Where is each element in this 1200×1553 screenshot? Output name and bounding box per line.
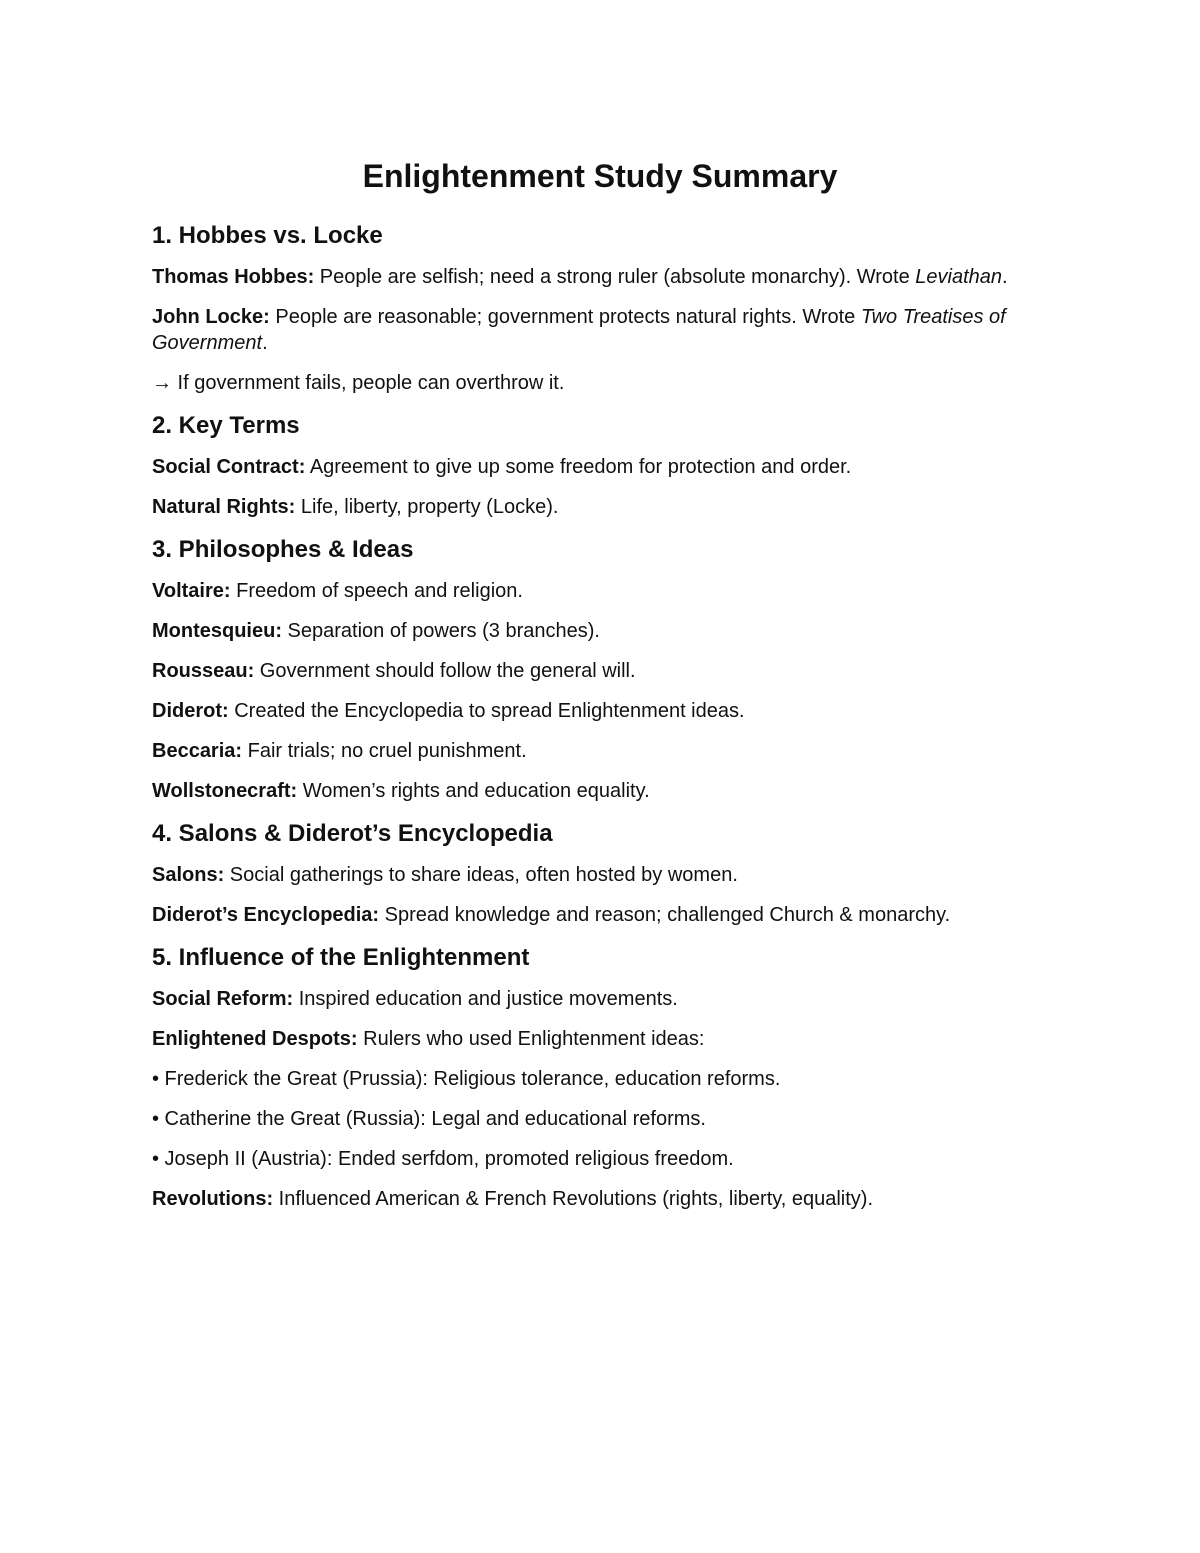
entry-overthrow <box>152 370 1032 396</box>
entry-text: Inspired education and justice movements. <box>293 988 678 1010</box>
bullet-frederick: • Frederick the Great (Prussia): Religious tolerance, education reforms. <box>152 1068 781 1090</box>
entry-salons <box>152 862 1032 888</box>
entry-text: Life, liberty, property (Locke). <box>295 496 559 518</box>
entry-social-contract <box>152 454 1032 480</box>
section-heading: 2. Key Terms <box>152 412 300 439</box>
bullet-catherine: • Catherine the Great (Russia): Legal and educational reforms. <box>152 1108 706 1130</box>
term-label: Voltaire: <box>152 580 231 602</box>
entry-revolutions <box>152 1186 1032 1212</box>
section-philosophes <box>152 534 1032 804</box>
entry-text: Agreement to give up some freedom for protection and order. <box>305 456 852 478</box>
book-title: Leviathan <box>915 266 1003 288</box>
term-label: Salons: <box>152 864 225 886</box>
term-label: Enlightened Despots: <box>152 1028 358 1050</box>
term-label: Diderot: <box>152 700 229 722</box>
entry-enlightened-despots <box>152 1026 1032 1052</box>
entry-social-reform <box>152 986 1032 1012</box>
entry-voltaire <box>152 578 1032 604</box>
entry-locke <box>152 304 1032 356</box>
arrow-right-icon: → <box>152 372 172 394</box>
entry-end: . <box>262 332 268 354</box>
term-label: Social Reform: <box>152 988 294 1010</box>
section-heading: 1. Hobbes vs. Locke <box>152 222 383 249</box>
term-label: Natural Rights: <box>152 496 296 518</box>
entry-text: Fair trials; no cruel punishment. <box>242 740 527 762</box>
document-page <box>152 150 1032 1212</box>
entry-text: Rulers who used Enlightenment ideas: <box>357 1028 705 1050</box>
term-label: Wollstonecraft: <box>152 780 298 802</box>
entry-text: Freedom of speech and religion. <box>230 580 523 602</box>
entry-text: People are reasonable; government protects natural rights. Wrote <box>269 306 861 328</box>
entry-wollstonecraft <box>152 778 1032 804</box>
entry-encyclopedia <box>152 902 1032 928</box>
term-label: Social Contract: <box>152 456 306 478</box>
entry-end: . <box>1002 266 1008 288</box>
entry-text: People are selfish; need a strong ruler (absolute monarchy). Wrote <box>314 266 916 288</box>
entry-text: Social gatherings to share ideas, often hosted by women. <box>224 864 738 886</box>
entry-text: Separation of powers (3 branches). <box>282 620 600 642</box>
section-key-terms <box>152 410 1032 520</box>
entry-hobbes <box>152 264 1032 290</box>
bullet-joseph: • Joseph II (Austria): Ended serfdom, promoted religious freedom. <box>152 1148 734 1170</box>
entry-rousseau <box>152 658 1032 684</box>
entry-text: Created the Encyclopedia to spread Enlightenment ideas. <box>228 700 745 722</box>
term-label: Diderot’s Encyclopedia: <box>152 904 380 926</box>
term-label: Montesquieu: <box>152 620 282 642</box>
entry-text: Women’s rights and education equality. <box>297 780 650 802</box>
term-label: Revolutions: <box>152 1188 274 1210</box>
term-label: Thomas Hobbes: <box>152 266 315 288</box>
entry-montesquieu <box>152 618 1032 644</box>
term-label: Rousseau: <box>152 660 255 682</box>
section-influence <box>152 942 1032 1212</box>
term-label: John Locke: <box>152 306 270 328</box>
entry-text: Influenced American & French Revolutions (rights, liberty, equality). <box>273 1188 874 1210</box>
entry-beccaria <box>152 738 1032 764</box>
section-salons <box>152 818 1032 928</box>
entry-text: Spread knowledge and reason; challenged Church & monarchy. <box>379 904 951 926</box>
section-hobbes-locke <box>152 220 1032 396</box>
term-label: Beccaria: <box>152 740 243 762</box>
entry-text: Government should follow the general will. <box>254 660 636 682</box>
entry-diderot <box>152 698 1032 724</box>
section-heading: 3. Philosophes & Ideas <box>152 536 414 563</box>
section-heading: 4. Salons & Diderot’s Encyclopedia <box>152 820 553 847</box>
section-heading: 5. Influence of the Enlightenment <box>152 944 530 971</box>
document-title: Enlightenment Study Summary <box>362 158 838 194</box>
entry-text: If government fails, people can overthrow it. <box>172 372 565 394</box>
book-title: Two Treatises of Government <box>152 306 1006 354</box>
entry-natural-rights <box>152 494 1032 520</box>
